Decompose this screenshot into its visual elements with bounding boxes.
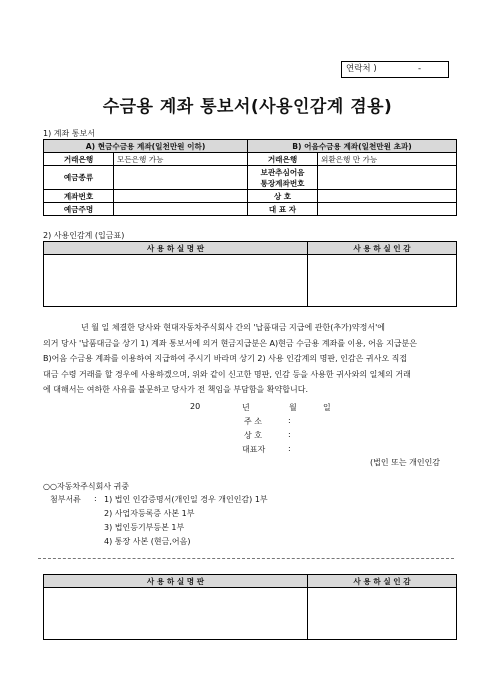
agreement-line-1: 년 월 일 체결한 당사와 현대자동차주식회사 간의 '납품대금 지급에 관한(추가)약정서'에 [81,323,386,332]
rep-colon: : [288,444,291,453]
b-rep-value[interactable] [318,203,457,216]
bottom-name-header: 사 용 하 실 명 판 [44,575,308,588]
a-holder-label: 예금주명 [44,203,114,216]
seal-table-name-header: 사 용 하 실 명 판 [44,242,308,255]
attachment-item: 4) 통장 사본 (현금,어음) [104,537,191,546]
section2-heading: 2) 사용인감계 (입금표) [43,231,125,240]
b-rep-label: 대 표 자 [248,203,318,216]
attachment-item: 2) 사업자등록증 사본 1부 [104,509,195,518]
a-type-value[interactable] [114,166,248,190]
agreement-line-2: 의거 당사 '납품대금을 상기 1) 계좌 통보서에 의거 현금지급분은 A)현금 수금용 계좌를 이용, 어음 지급분은 [43,338,417,348]
b-bank-label: 거래은행 [248,153,318,166]
contact-box [341,61,449,78]
address-label: 주 소 [244,417,262,426]
bottom-name-stamp-area[interactable] [44,588,308,640]
attachments-label: 첨부서류 [50,495,81,504]
document-title: 수금용 계좌 통보서(사용인감계 겸용) [102,97,393,117]
date-month: 월 [289,403,297,412]
seal-table-seal-header: 사 용 하 실 인 감 [308,242,457,255]
a-account-label: 계좌번호 [44,190,114,203]
agreement-text [43,320,461,398]
seal-table [43,241,457,307]
section1-heading: 1) 계좌 통보서 [43,129,95,138]
a-bank-value[interactable]: 모든은행 가능 [114,153,248,166]
contact-dash: - [418,64,422,74]
address-colon: : [288,416,291,425]
b-company-value[interactable] [318,190,457,203]
b-company-label: 상 호 [248,190,318,203]
b-bank-value[interactable]: 외환은행 만 가능 [318,153,457,166]
a-bank-label: 거래은행 [44,153,114,166]
a-type-label: 예금종류 [44,166,114,190]
company-label: 상 호 [244,431,262,440]
a-holder-value[interactable] [114,203,248,216]
attachment-item: 1) 법인 인감증명서(개인일 경우 개인인감) 1부 [104,495,268,504]
bottom-seal-table [43,574,457,640]
seal-stamp-area[interactable] [308,255,457,307]
agreement-line-4: 대금 수령 거래를 할 경우에 사용하겠으며, 위와 같이 신고한 명판, 인감 등을 사용한 귀사와의 일체의 거래 [43,369,411,379]
col-a-header: A) 현금수금용 계좌(일천만원 이하) [44,140,248,153]
name-stamp-area[interactable] [44,255,308,307]
a-account-value[interactable] [114,190,248,203]
b-note-account-label: 보관추심어음 통장계좌번호 [248,166,318,190]
seal-note: (법인 또는 개인인감 [370,458,441,467]
cut-line [38,558,454,559]
bottom-seal-stamp-area[interactable] [308,588,457,640]
recipient: ○○자동차주식회사 귀중 [43,482,130,491]
rep-label: 대표자 [242,445,266,454]
account-table [43,139,457,216]
agreement-line-3: B)어음 수금용 계좌를 이용하여 지급하여 주시기 바라며 상기 2) 사용 인감계의 명판, 인감은 귀사오 직접 [43,354,408,363]
contact-label: 연락처 ) [346,64,377,74]
attachment-item: 3) 법인등기부등본 1부 [104,523,185,532]
bottom-seal-header: 사 용 하 실 인 감 [308,575,457,588]
attachments-colon: : [94,494,97,503]
b-note-account-value[interactable] [318,166,457,190]
company-colon: : [288,430,291,439]
date-year: 년 [242,403,250,412]
agreement-line-5: 에 대해서는 여하한 사유를 불문하고 당사가 전 책임을 부담함을 확약합니다. [43,385,308,394]
date-day: 일 [323,403,331,412]
date-year-prefix: 20 [190,402,201,411]
col-b-header: B) 어음수금용 계좌(일천만원 초과) [248,140,457,153]
